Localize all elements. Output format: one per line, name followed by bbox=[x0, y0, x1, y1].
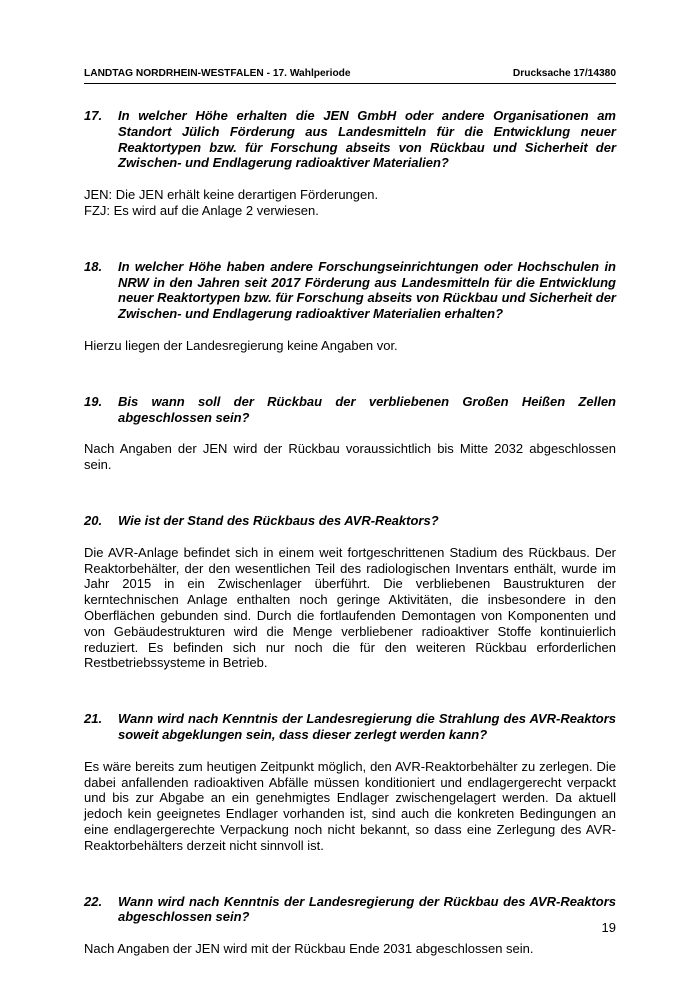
question-18 bbox=[84, 259, 616, 322]
answer-18: Hierzu liegen der Landesregierung keine Angaben vor. bbox=[84, 337, 398, 353]
question-number: 20. bbox=[84, 512, 103, 528]
question-number: 17. bbox=[84, 108, 103, 123]
page-number: 19 bbox=[601, 920, 616, 935]
question-number: 21. bbox=[84, 711, 103, 727]
answer-19: Nach Angaben der JEN wird der Rückbau voraussichtlich bis Mitte 2032 abgeschlossen sein. bbox=[84, 441, 616, 473]
header-title: LANDTAG NORDRHEIN-WESTFALEN - 17. Wahlperiode bbox=[84, 68, 351, 79]
question-22 bbox=[84, 894, 616, 926]
page-header bbox=[84, 68, 616, 79]
answer-21: Es wäre bereits zum heutigen Zeitpunkt möglich, den AVR-Reaktorbehälter zu zerlegen. Die dabei anfallenden radioaktiven Abfälle müssen konditioniert und endlagergerecht verpackt und bis zur Abgabe an ein genehmigtes Endlager zwischengelagert werden. Da aktuell jedoch kein geeignetes Endlager vorhanden ist, sind auch die konkreten Bedingungen an eine endlagergerechte Verpackung noch nicht bekannt, so dass eine Zerlegung des AVR-Reaktorbehälters derzeit nicht sinnvoll ist. bbox=[84, 758, 616, 853]
question-text: In welcher Höhe haben andere Forschungseinrichtungen oder Hochschulen in NRW in den Jahren seit 2017 Förderung aus Landesmitteln für die Entwicklung neuer Reaktortypen bzw. für Forschung abseits von Rückbau und Sicherheit der Zwischen- und Endlagerung radioaktiver Materialien erhalten? bbox=[118, 258, 616, 322]
question-text: In welcher Höhe erhalten die JEN GmbH oder andere Organisationen am Standort Jülich Förderung aus Landesmitteln für die Entwicklung neuer Reaktortypen bzw. für Forschung abseits von Rückbau und Sicherheit der Zwischen- und Endlagerung radioaktiver Materialien? bbox=[118, 108, 616, 171]
question-text: Wie ist der Stand des Rückbaus des AVR-Reaktors? bbox=[118, 512, 439, 528]
answer-17 bbox=[84, 187, 616, 219]
question-number: 18. bbox=[84, 258, 103, 274]
document-body bbox=[84, 108, 616, 957]
question-number: 19. bbox=[84, 393, 103, 409]
question-text: Wann wird nach Kenntnis der Landesregierung die Strahlung des AVR-Reaktors soweit abgeklungen sein, dass dieser zerlegt werden kann? bbox=[118, 711, 616, 742]
answer-22: Nach Angaben der JEN wird mit der Rückbau Ende 2031 abgeschlossen sein. bbox=[84, 941, 534, 957]
answer-line: JEN: Die JEN erhält keine derartigen Förderungen. bbox=[84, 187, 379, 203]
answer-line: FZJ: Es wird auf die Anlage 2 verwiesen. bbox=[84, 202, 319, 218]
question-17 bbox=[84, 108, 616, 171]
question-21 bbox=[84, 711, 616, 743]
question-number: 22. bbox=[84, 893, 103, 909]
question-19 bbox=[84, 394, 616, 426]
question-20 bbox=[84, 513, 616, 529]
document-number: Drucksache 17/14380 bbox=[512, 68, 616, 79]
answer-20: Die AVR-Anlage befindet sich in einem weit fortgeschrittenen Stadium des Rückbaus. Der Reaktorbehälter, der den wesentlichen Teil des radiologischen Inventars enthält, wurde im Jahr 2015 in ein Zwischenlager überführt. Die verbliebenen Baustrukturen der kerntechnischen Anlage enthalten noch geringe Aktivitäten, die insbesondere in den Oberflächen gebunden sind. Durch die fortlaufenden Demontagen von Komponenten und von Gebäudestrukturen wird die Menge verbliebener radioaktiver Stoffe kontinuierlich reduziert. Es befinden sich nur noch die für den weiteren Rückbau erforderlichen Restbetriebssysteme in Betrieb. bbox=[84, 544, 616, 671]
question-text: Bis wann soll der Rückbau der verbliebenen Großen Heißen Zellen abgeschlossen sein? bbox=[118, 393, 616, 425]
question-text: Wann wird nach Kenntnis der Landesregierung der Rückbau des AVR-Reaktors abgeschlossen sein? bbox=[118, 893, 616, 925]
header-rule bbox=[84, 83, 616, 84]
